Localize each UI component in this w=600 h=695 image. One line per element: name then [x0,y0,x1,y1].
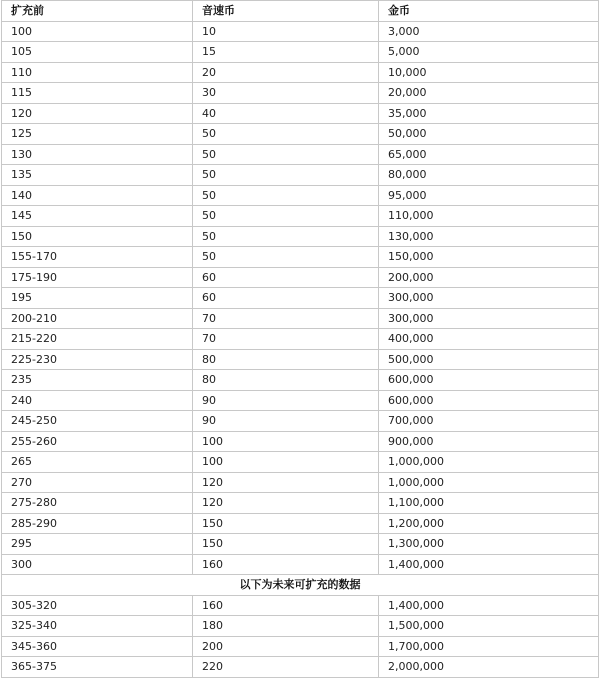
cell-sonic-coins: 80 [193,349,379,370]
cell-sonic-coins: 40 [193,103,379,124]
cell-before-expansion: 150 [2,226,193,247]
cell-gold-coins: 130,000 [379,226,599,247]
cell-before-expansion: 130 [2,144,193,165]
cell-sonic-coins: 15 [193,42,379,63]
note-row [2,575,599,596]
future-table-body [2,595,599,677]
cell-gold-coins: 500,000 [379,349,599,370]
cell-sonic-coins: 50 [193,165,379,186]
cell-gold-coins: 1,500,000 [379,616,599,637]
cell-sonic-coins: 80 [193,370,379,391]
cell-gold-coins: 300,000 [379,288,599,309]
cell-gold-coins: 600,000 [379,370,599,391]
cell-sonic-coins: 50 [193,144,379,165]
cell-before-expansion: 285-290 [2,513,193,534]
cell-gold-coins: 1,700,000 [379,636,599,657]
cell-sonic-coins: 200 [193,636,379,657]
cell-before-expansion: 325-340 [2,616,193,637]
cell-gold-coins: 95,000 [379,185,599,206]
cell-gold-coins: 35,000 [379,103,599,124]
cell-sonic-coins: 160 [193,554,379,575]
table-row [2,390,599,411]
cell-sonic-coins: 70 [193,329,379,350]
cell-sonic-coins: 50 [193,247,379,268]
cell-sonic-coins: 150 [193,534,379,555]
cell-gold-coins: 200,000 [379,267,599,288]
table-row [2,308,599,329]
cell-sonic-coins: 50 [193,206,379,227]
cell-gold-coins: 300,000 [379,308,599,329]
table-row [2,493,599,514]
cell-before-expansion: 200-210 [2,308,193,329]
note-section [2,575,599,596]
cell-gold-coins: 2,000,000 [379,657,599,678]
cell-before-expansion: 345-360 [2,636,193,657]
cell-before-expansion: 100 [2,21,193,42]
cell-sonic-coins: 160 [193,595,379,616]
cell-before-expansion: 270 [2,472,193,493]
cell-gold-coins: 65,000 [379,144,599,165]
cell-sonic-coins: 150 [193,513,379,534]
cell-gold-coins: 20,000 [379,83,599,104]
cell-before-expansion: 110 [2,62,193,83]
table-row [2,185,599,206]
table-row [2,21,599,42]
cell-sonic-coins: 100 [193,452,379,473]
header-row [2,1,599,22]
table-row [2,452,599,473]
cell-gold-coins: 10,000 [379,62,599,83]
cell-before-expansion: 275-280 [2,493,193,514]
cell-before-expansion: 115 [2,83,193,104]
cell-before-expansion: 140 [2,185,193,206]
cell-gold-coins: 700,000 [379,411,599,432]
cell-sonic-coins: 90 [193,390,379,411]
cell-gold-coins: 1,400,000 [379,595,599,616]
cell-sonic-coins: 220 [193,657,379,678]
table-row [2,554,599,575]
cell-before-expansion: 255-260 [2,431,193,452]
table-row [2,267,599,288]
cell-gold-coins: 1,200,000 [379,513,599,534]
table-row [2,513,599,534]
cell-gold-coins: 50,000 [379,124,599,145]
table-row [2,103,599,124]
table-row [2,124,599,145]
table-row [2,42,599,63]
cell-before-expansion: 215-220 [2,329,193,350]
cell-sonic-coins: 10 [193,21,379,42]
cell-sonic-coins: 120 [193,472,379,493]
cell-gold-coins: 1,300,000 [379,534,599,555]
table-row [2,370,599,391]
cell-sonic-coins: 30 [193,83,379,104]
table-row [2,206,599,227]
cell-gold-coins: 400,000 [379,329,599,350]
table-row [2,616,599,637]
cell-before-expansion: 240 [2,390,193,411]
table-row [2,226,599,247]
table-row [2,472,599,493]
cell-gold-coins: 1,000,000 [379,472,599,493]
table-row [2,329,599,350]
cell-before-expansion: 175-190 [2,267,193,288]
cell-before-expansion: 365-375 [2,657,193,678]
cell-gold-coins: 1,100,000 [379,493,599,514]
cell-sonic-coins: 180 [193,616,379,637]
cell-before-expansion: 195 [2,288,193,309]
cell-before-expansion: 145 [2,206,193,227]
cell-sonic-coins: 100 [193,431,379,452]
cell-gold-coins: 600,000 [379,390,599,411]
table-row [2,636,599,657]
table-row [2,83,599,104]
table-row [2,288,599,309]
cell-before-expansion: 265 [2,452,193,473]
table-row [2,411,599,432]
table-row [2,62,599,83]
cell-gold-coins: 80,000 [379,165,599,186]
table-row [2,595,599,616]
cell-sonic-coins: 120 [193,493,379,514]
cell-gold-coins: 900,000 [379,431,599,452]
cell-before-expansion: 305-320 [2,595,193,616]
header-gold-coins: 金币 [379,1,599,22]
cell-sonic-coins: 60 [193,267,379,288]
cell-before-expansion: 125 [2,124,193,145]
cell-sonic-coins: 50 [193,185,379,206]
table-row [2,165,599,186]
cell-sonic-coins: 60 [193,288,379,309]
cell-gold-coins: 3,000 [379,21,599,42]
table-row [2,534,599,555]
future-data-note: 以下为未来可扩充的数据 [2,575,599,596]
table-row [2,431,599,452]
cell-before-expansion: 155-170 [2,247,193,268]
cell-sonic-coins: 50 [193,226,379,247]
header-sonic-coins: 音速币 [193,1,379,22]
table-row [2,247,599,268]
cell-sonic-coins: 20 [193,62,379,83]
cell-sonic-coins: 90 [193,411,379,432]
expansion-cost-table [1,0,599,678]
table-row [2,657,599,678]
cell-before-expansion: 300 [2,554,193,575]
cell-sonic-coins: 50 [193,124,379,145]
table-body [2,21,599,575]
header-before-expansion: 扩充前 [2,1,193,22]
cell-before-expansion: 225-230 [2,349,193,370]
cell-gold-coins: 5,000 [379,42,599,63]
cell-before-expansion: 235 [2,370,193,391]
cell-before-expansion: 295 [2,534,193,555]
table-row [2,349,599,370]
cell-before-expansion: 105 [2,42,193,63]
cell-before-expansion: 245-250 [2,411,193,432]
table-row [2,144,599,165]
cell-gold-coins: 1,000,000 [379,452,599,473]
cell-gold-coins: 150,000 [379,247,599,268]
cell-gold-coins: 110,000 [379,206,599,227]
cell-sonic-coins: 70 [193,308,379,329]
cell-before-expansion: 120 [2,103,193,124]
cell-before-expansion: 135 [2,165,193,186]
cell-gold-coins: 1,400,000 [379,554,599,575]
